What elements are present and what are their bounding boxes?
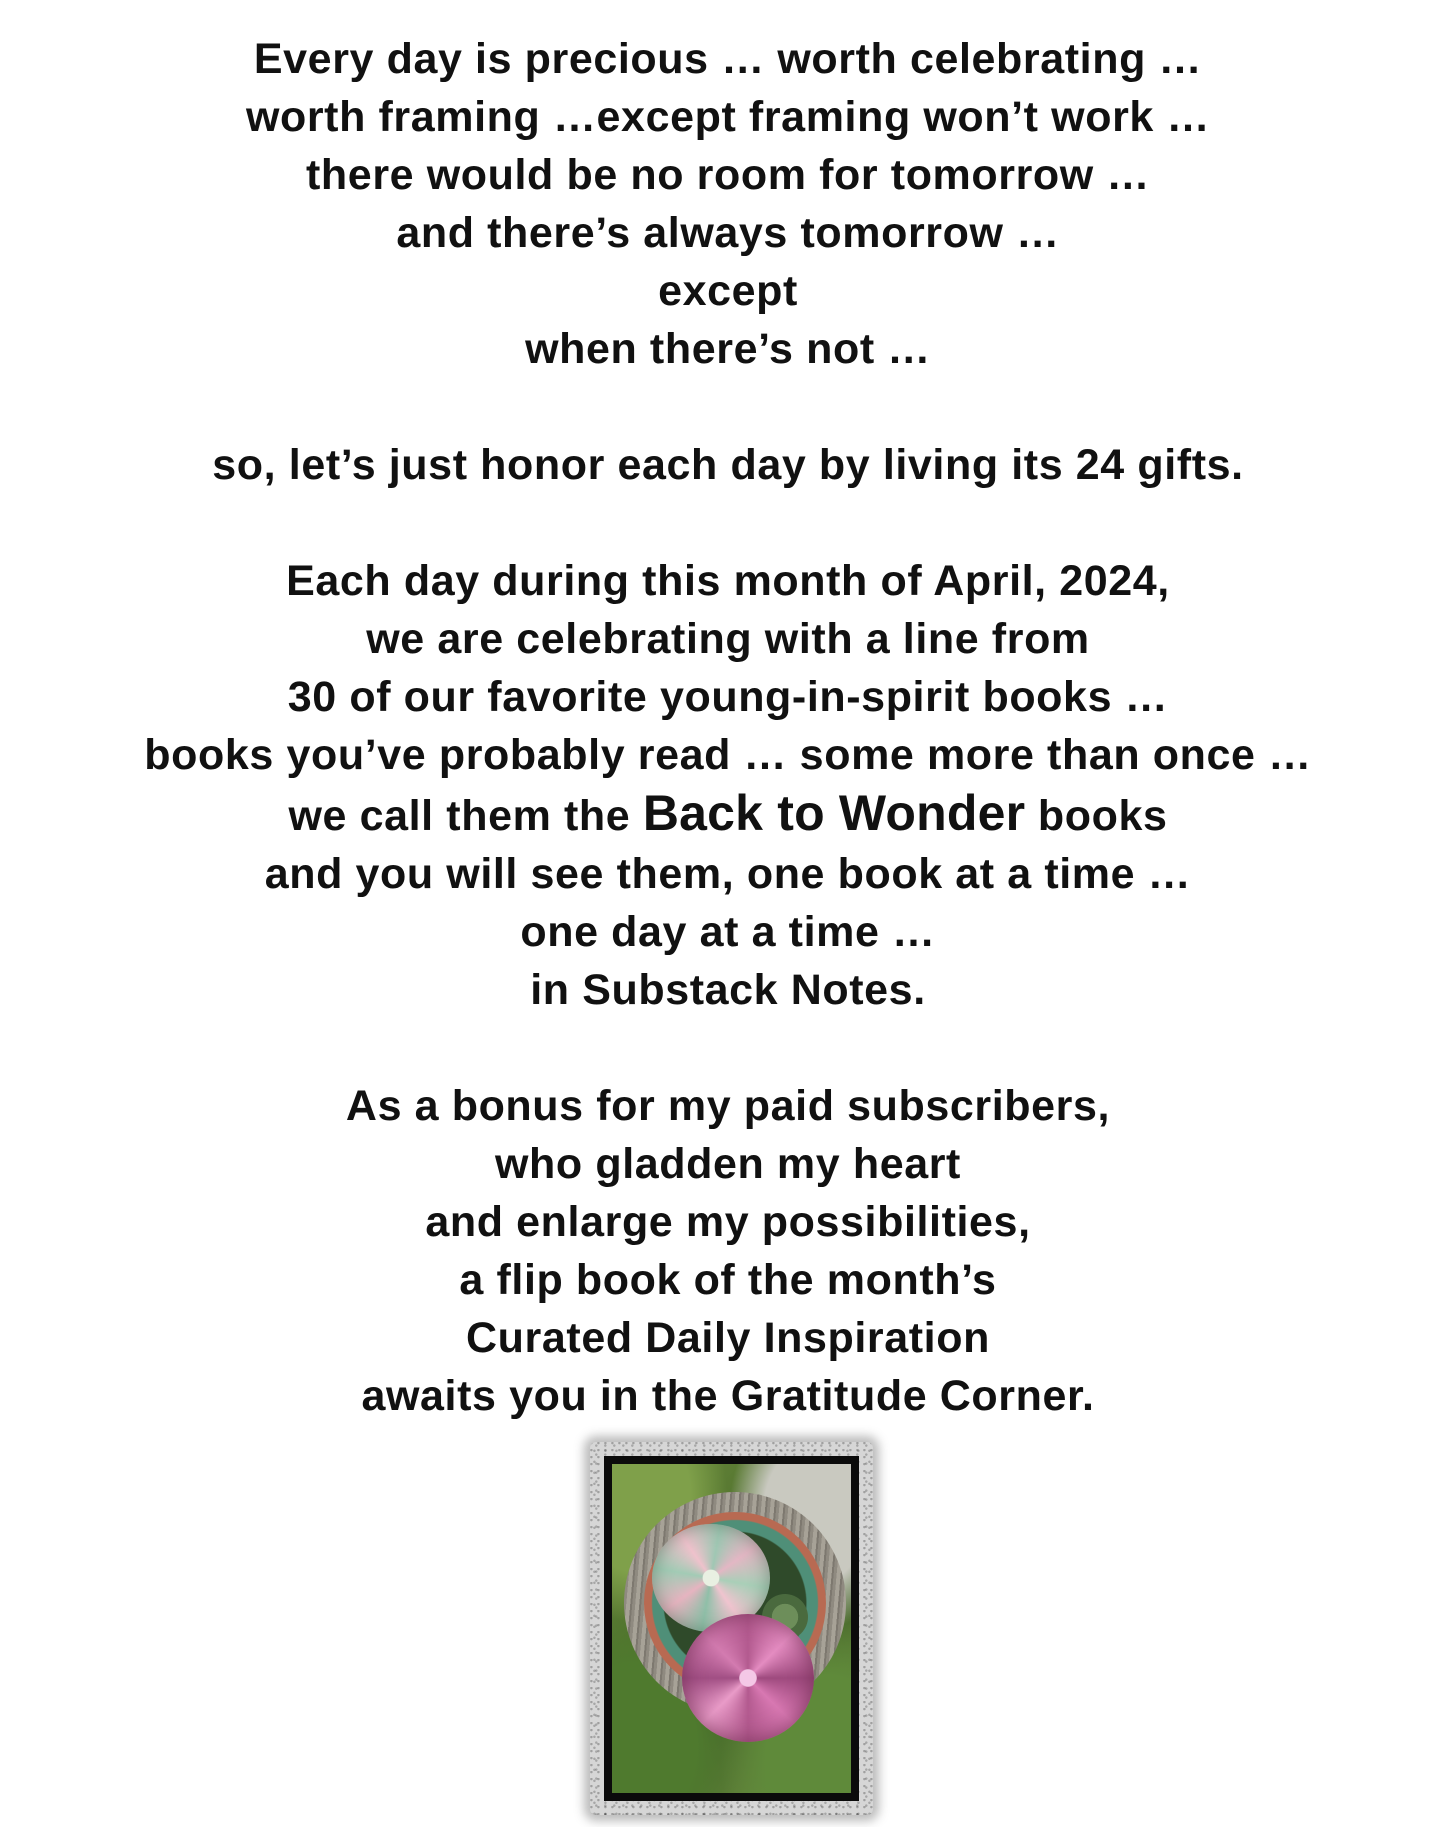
pink-succulent [682, 1614, 814, 1742]
poem-line: Each day during this month of April, 2024, [286, 557, 1170, 605]
stanza-4 [0, 1077, 1456, 1425]
photo-border [604, 1456, 859, 1801]
poem-line: who gladden my heart [495, 1140, 961, 1188]
stanza-1 [0, 30, 1456, 378]
poem-line: when there’s not … [525, 325, 931, 373]
poem-line: we are celebrating with a line from [366, 615, 1090, 663]
poem-line: 30 of our favorite young-in-spirit books … [287, 673, 1169, 721]
poem-line: and enlarge my possibilities, [425, 1198, 1031, 1246]
poem-line: there would be no room for tomorrow … [306, 151, 1150, 199]
emph-line-after: books [1025, 792, 1168, 840]
poem-text [0, 30, 1456, 1425]
poem-line: a flip book of the month’s [459, 1256, 997, 1304]
back-to-wonder-title: Back to Wonder [642, 785, 1026, 841]
poem-line: and there’s always tomorrow … [396, 209, 1060, 257]
stanza-2 [0, 436, 1456, 494]
poem-line: Every day is precious … worth celebrating … [253, 35, 1203, 83]
emph-line-before: we call them the [288, 792, 643, 840]
poem-line: books you’ve probably read … some more than once … [144, 731, 1312, 779]
poem-line: awaits you in the Gratitude Corner. [361, 1372, 1095, 1420]
poem-line: in Substack Notes. [530, 966, 926, 1014]
poem-line: except [658, 267, 798, 315]
poem-line: Curated Daily Inspiration [466, 1314, 990, 1362]
succulents-photo-frame [590, 1442, 873, 1815]
poem-line: worth framing …except framing won’t work … [245, 93, 1211, 141]
poem-line: and you will see them, one book at a time … [264, 850, 1192, 898]
poem-line: As a bonus for my paid subscribers, [345, 1082, 1111, 1130]
poem-line-back-to-wonder [0, 784, 1456, 845]
stanza-3 [0, 552, 1456, 1019]
poem-line: so, let’s just honor each day by living its 24 gifts. [212, 441, 1244, 489]
succulents-photo [612, 1464, 851, 1793]
poem-line: one day at a time … [520, 908, 936, 956]
